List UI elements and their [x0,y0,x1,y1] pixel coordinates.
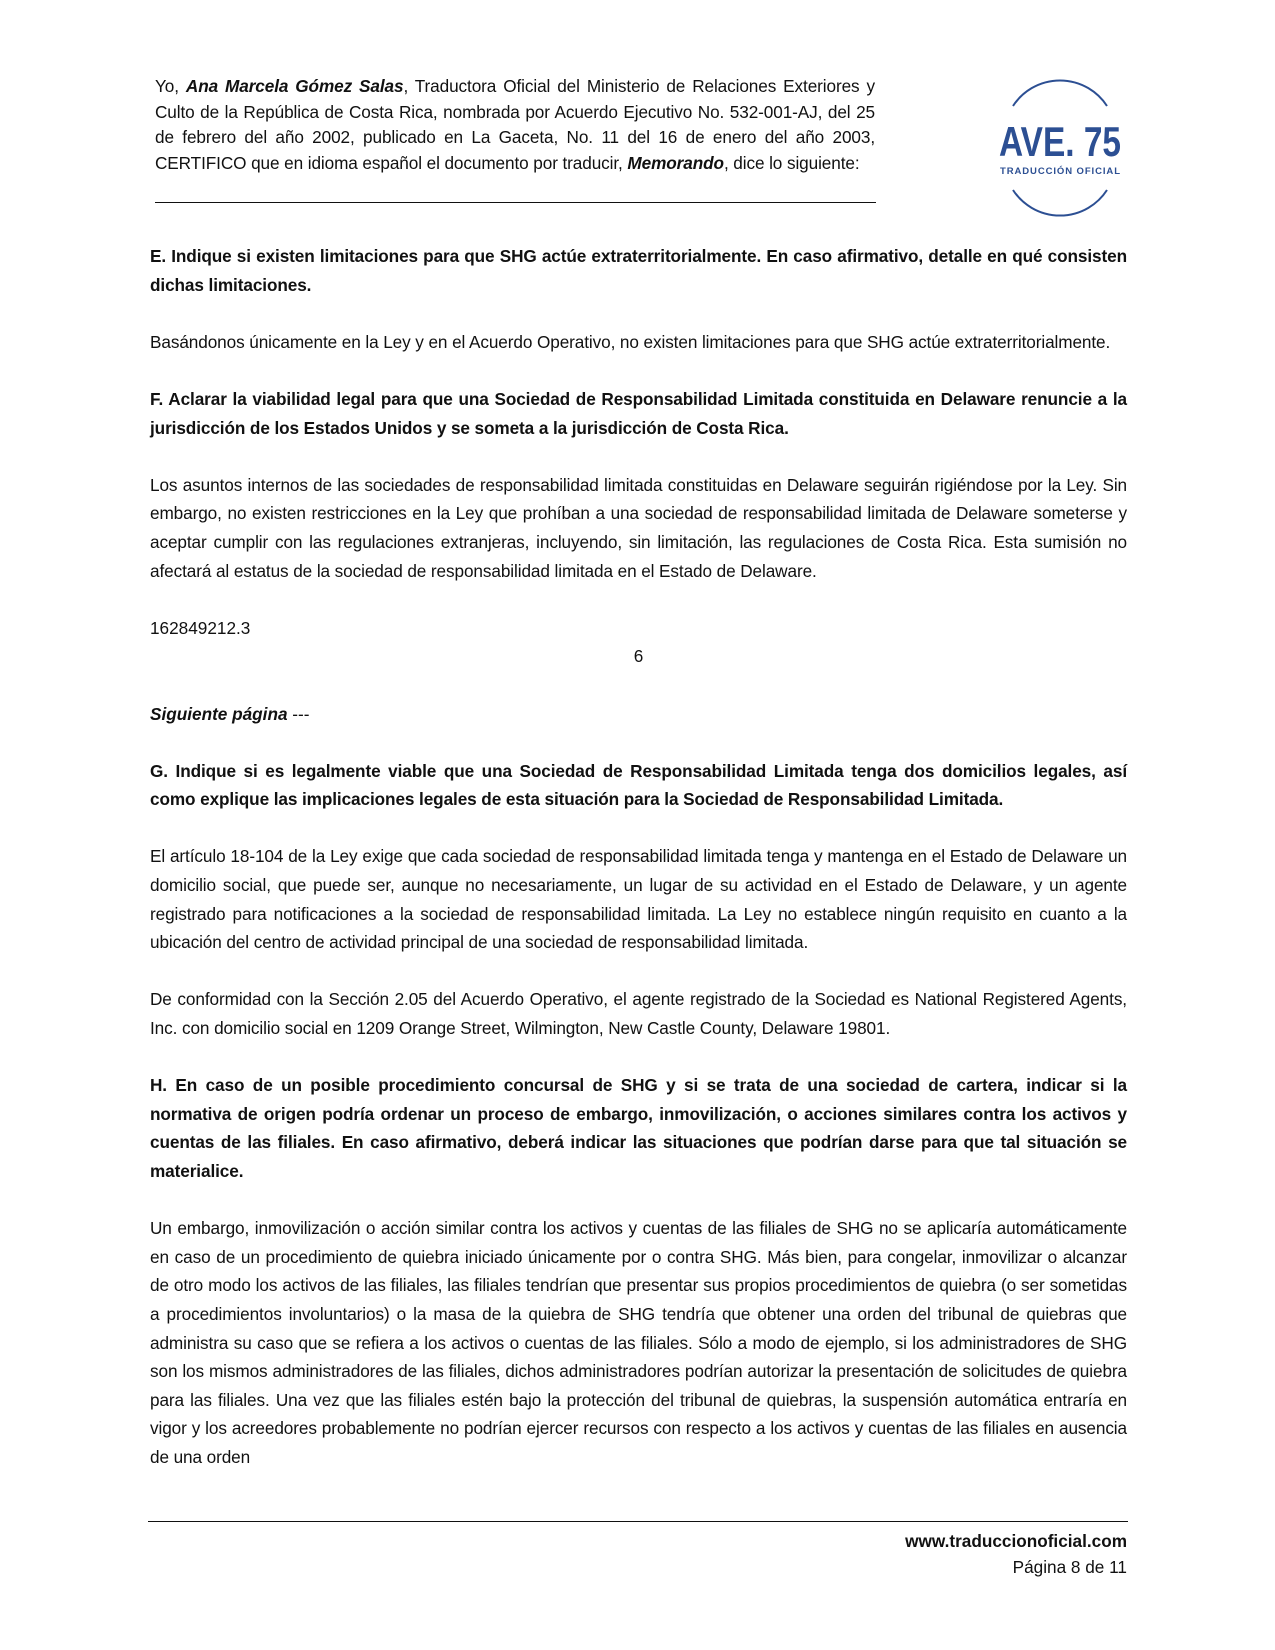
answer-g-2: De conformidad con la Sección 2.05 del Acuerdo Operativo, el agente registrado de la Sociedad es National Registered Agents, Inc. con domicilio social en 1209 Orange Street, Wilmington, New Castle County, Delaware 19801. [150,989,1127,1039]
logo-sub-text: TRADUCCIÓN OFICIAL [1000,166,1120,177]
cert-suffix: , dice lo siguiente: [723,152,860,173]
certification-text [155,74,875,176]
question-g: G. Indique si es legalmente viable que una Sociedad de Responsabilidad Limitada tenga dos domicilios legales, así como explique las implicaciones legales de esta situación para la Sociedad de Responsabilidad Limitada. [150,760,1127,810]
document-body [150,242,1127,1472]
next-page-dashes: --- [287,703,310,724]
page-indicator: Página 8 de 11 [1012,1557,1127,1577]
source-doc-reference: 162849212.3 [150,617,251,638]
answer-f: Los asuntos internos de las sociedades de responsabilidad limitada constituidas en Delaware seguirán rigiéndose por la Ley. Sin embargo, no existen restricciones en la Ley que prohíban a una sociedad de responsabilidad limitada de Delaware someterse y aceptar cumplir con las regulaciones extranjeras, incluyendo, sin limitación, las regulaciones de Costa Rica. Esta sumisión no afectará al estatus de la sociedad de responsabilidad limitada en el Estado de Delaware. [150,474,1127,581]
translator-name: Ana Marcela Gómez Salas [185,76,404,96]
footer-divider [148,1521,1128,1522]
answer-e: Basándonos únicamente en la Ley y en el Acuerdo Operativo, no existen limitaciones para que SHG actúe extraterritorialmente. [150,331,1111,352]
cert-body: , Traductora Oficial del Ministerio de Relaciones Exteriores y Culto de la República de Costa Rica, nombrada por Acuerdo Ejecutivo No. 532-001-AJ, del 25 de febrero del año 2002, publicado en La Gaceta, No. 11 del 16 de enero del año 2003, CERTIFICO que en idioma español el documento por traducir, [155,76,875,173]
document-type: Memorando [627,152,724,173]
header-divider [155,202,876,203]
question-f: F. Aclarar la viabilidad legal para que una Sociedad de Responsabilidad Limitada constituida en Delaware renuncie a la jurisdicción de los Estados Unidos y se someta a la jurisdicción de Costa Rica. [150,388,1127,438]
logo-ring-top [1013,80,1107,106]
page-footer [905,1528,1127,1580]
answer-g-1: El artículo 18-104 de la Ley exige que cada sociedad de responsabilidad limitada tenga y mantenga en el Estado de Delaware un domicilio social, que puede ser, aunque no necesariamente, un lugar de su actividad en el Estado de Delaware, y un agente registrado para notificaciones a la sociedad de responsabilidad limitada. La Ley no establece ningún requisito en cuanto a la ubicación del centro de actividad principal de una sociedad de responsabilidad limitada. [150,846,1127,953]
next-page-marker [150,700,1127,729]
source-page-number: 6 [633,646,644,667]
next-page-label: Siguiente página [150,703,288,724]
certification-header [155,74,875,176]
ave75-logo [985,88,1135,208]
cert-prefix: Yo, [155,76,186,96]
answer-h-1: Un embargo, inmovilización o acción similar contra los activos y cuentas de las filiales de SHG no se aplicaría automáticamente en caso de un procedimiento de quiebra iniciado únicamente por o contra SHG. Más bien, para congelar, inmovilizar o alcanzar de otro modo los activos de las filiales, las filiales tendrían que presentar sus propios procedimientos de quiebra (o ser sometidas a procedimientos involuntarios) o la masa de la quiebra de SHG tendría que obtener una orden del tribunal de quiebras que administra su caso que se refiera a los activos o cuentas de las filiales. Sólo a modo de ejemplo, si los administradores de SHG son los mismos administradores de las filiales, dichos administradores podrían autorizar la presentación de solicitudes de quiebra para las filiales. Una vez que las filiales estén bajo la protección del tribunal de quiebras, la suspensión automática entraría en vigor y los acreedores probablemente no podrían ejercer recursos con respecto a los activos y cuentas de las filiales en ausencia de una orden [150,1218,1127,1467]
logo-main-text: AVE. 75 [999,118,1121,165]
website-link[interactable]: www.traduccionoficial.com [905,1531,1127,1551]
question-e: E. Indique si existen limitaciones para que SHG actúe extraterritorialmente. En caso afirmativo, detalle en qué consisten dichas limitaciones. [150,246,1127,295]
logo-ring-bottom [1013,190,1107,216]
question-h: H. En caso de un posible procedimiento concursal de SHG y si se trata de una sociedad de cartera, indicar si la normativa de origen podría ordenar un proceso de embargo, inmovilización, o acciones similares contra los activos y cuentas de las filiales. En caso afirmativo, deberá indicar las situaciones que podrían darse para que tal situación se materialice. [150,1075,1127,1181]
